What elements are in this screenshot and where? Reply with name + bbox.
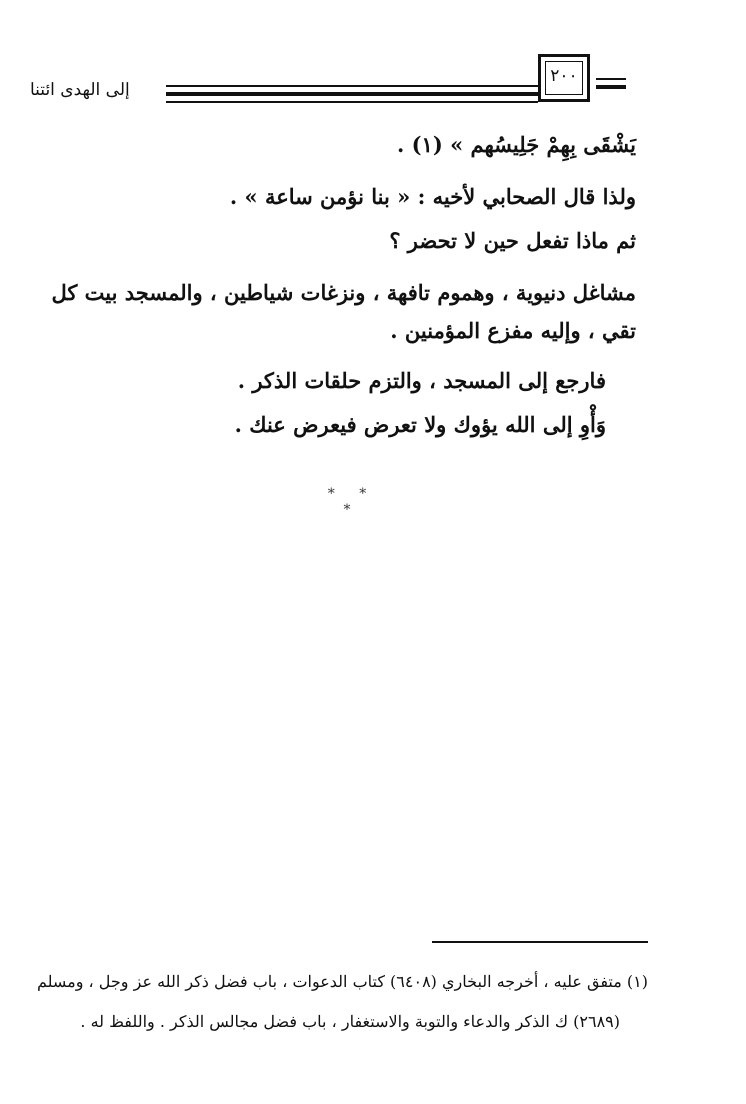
page-number: ٢٠٠ [550,66,578,86]
running-title: إلى الهدى ائتنا [30,80,130,100]
footnote-line-2: (٢٦٨٩) ك الذكر والدعاء والتوبة والاستغفار ، باب فضل مجالس الذكر . واللفظ له . [80,1012,620,1031]
footnote-rule [432,941,648,943]
body-line-2: ولذا قال الصحابي لأخيه : « بنا نؤمن ساعة » . [229,184,636,209]
body-line-4: مشاغل دنيوية ، وهموم تافهة ، ونزغات شياطين ، والمسجد بيت كل [51,280,636,305]
page-number-box [538,54,590,102]
body-line-7: وَأْوِ إلى الله يؤوك ولا تعرض فيعرض عنك . [234,412,606,437]
header-rule-tail-bottom [596,85,626,89]
page-header [0,0,746,120]
body-line-5: تقي ، وإليه مفزع المؤمنين . [390,318,636,343]
body-line-3: ثم ماذا تفعل حين لا تحضر ؟ [389,228,636,253]
section-separator: * * * [327,486,377,518]
header-rule-top [166,85,538,87]
header-rule-tail-top [596,78,626,80]
header-rule-bottom [166,101,538,103]
body-line-6: فارجع إلى المسجد ، والتزم حلقات الذكر . [237,368,606,393]
header-rule-middle [166,92,538,96]
body-line-1: يَشْقَى بِهِمْ جَلِيسُهم » (١) . [396,132,636,157]
footnote-line-1: (١) متفق عليه ، أخرجه البخاري (٦٤٠٨) كتاب الدعوات ، باب فضل ذكر الله عز وجل ، ومسلم [36,972,648,991]
